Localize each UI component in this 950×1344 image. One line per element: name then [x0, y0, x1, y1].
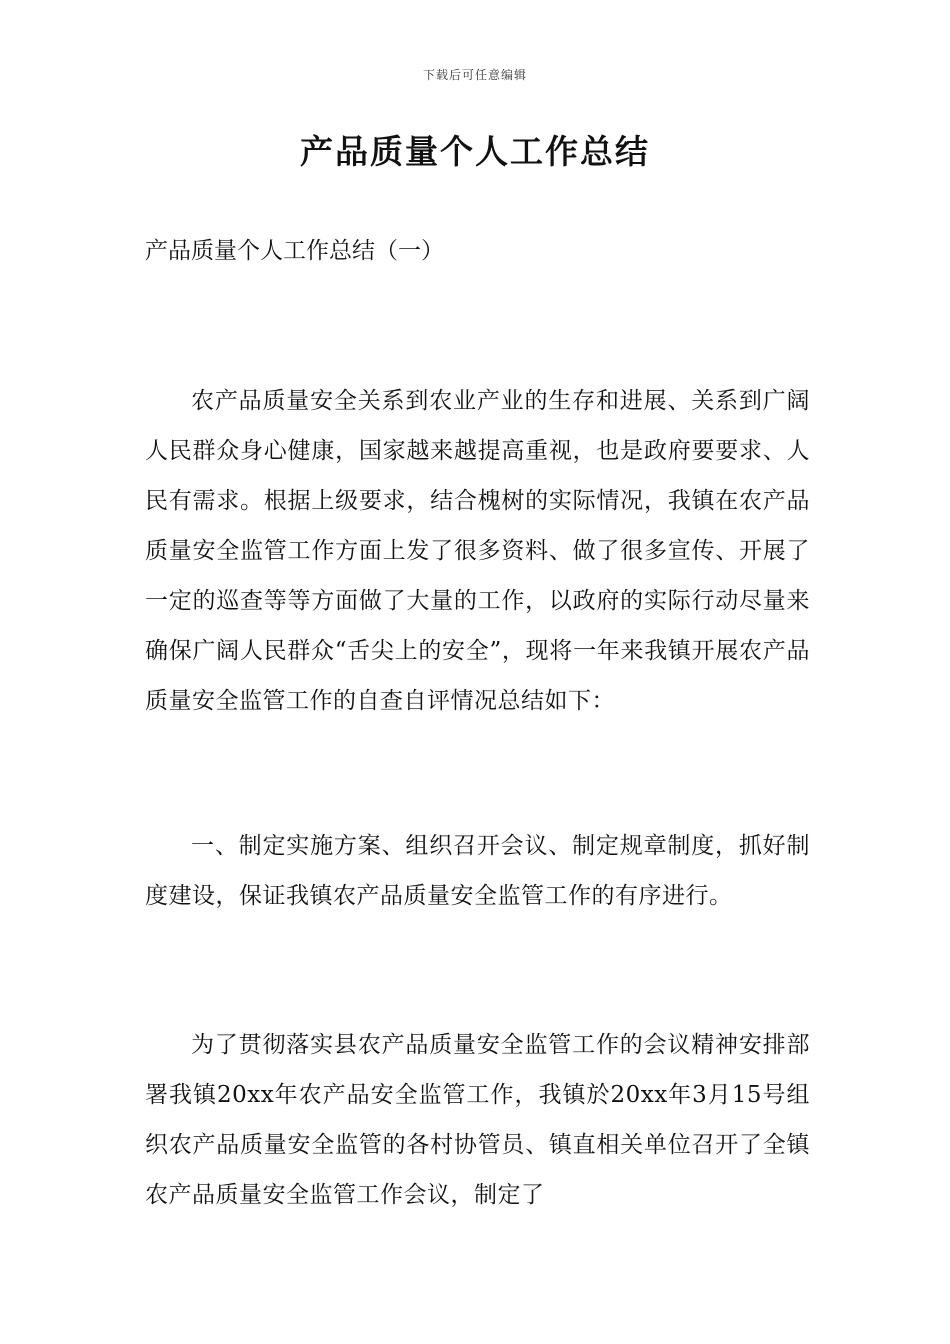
paragraph-1: 农产品质量安全关系到农业产业的生存和进展、关系到广阔人民群众身心健康，国家越来越提高重视，也是政府要要求、人民有需求。根据上级要求，结合槐树的实际情况，我镇在农产品质量安全监管工作方面上发了很多资料、做了很多宣传、开展了一定的巡查等等方面做了大量的工作，以政府的实际行动尽量来确保广阔人民群众“舌尖上的安全”，现将一年来我镇开展农产品质量安全监管工作的自查自评情况总结如下： [145, 388, 810, 714]
paragraph-2: 一、制定实施方案、组织召开会议、制定规章制度，抓好制度建设，保证我镇农产品质量安全监管工作的有序进行。 [145, 833, 810, 909]
section-subtitle: 产品质量个人工作总结（一） [145, 238, 444, 264]
paragraph-3: 为了贯彻落实县农产品质量安全监管工作的会议精神安排部署我镇20xx年农产品安全监管工作，我镇於20xx年3月15号组织农产品质量安全监管的各村协管员、镇直相关单位召开了全镇农产品质量安全监管工作会议，制定了 [145, 1032, 810, 1208]
header-note: 下载后可任意编辑 [422, 68, 527, 82]
document-title: 产品质量个人工作总结 [300, 132, 650, 171]
